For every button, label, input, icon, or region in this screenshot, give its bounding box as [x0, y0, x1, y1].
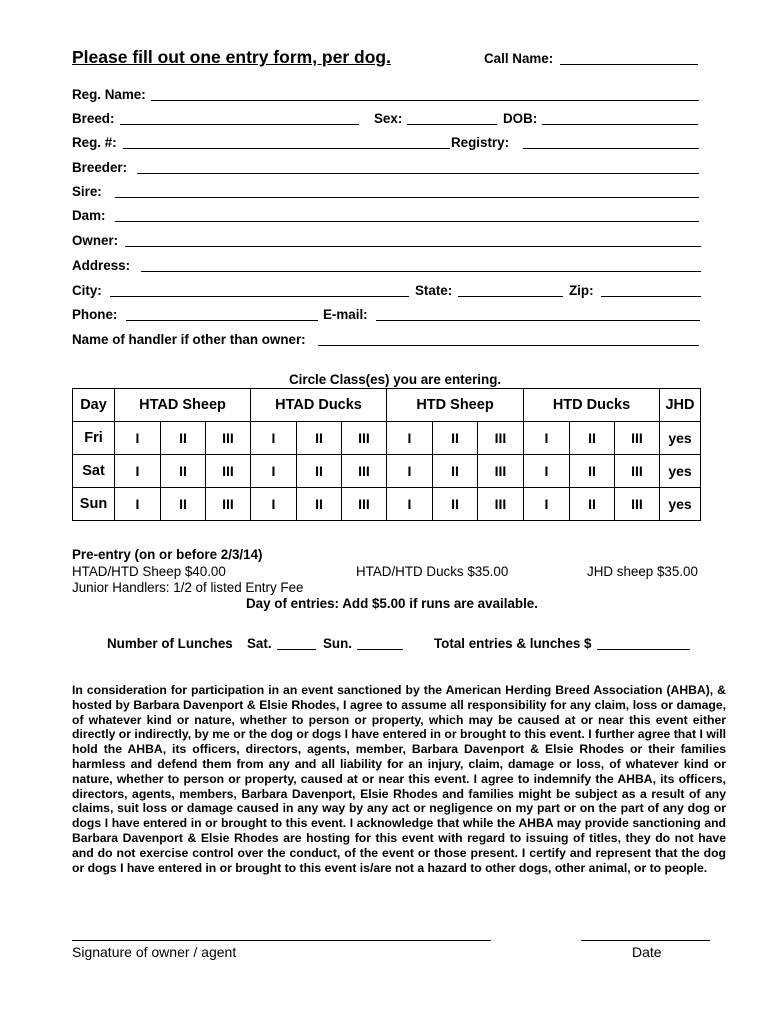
dam-label: Dam:: [72, 208, 106, 223]
email-field[interactable]: [376, 320, 700, 321]
fee-ducks: HTAD/HTD Ducks $35.00: [356, 564, 509, 579]
lunches-sun-label: Sun.: [323, 636, 353, 651]
class-option[interactable]: III: [615, 422, 660, 455]
sire-label: Sire:: [72, 184, 102, 199]
handler-field[interactable]: [318, 345, 699, 346]
reg-name-field[interactable]: [151, 100, 699, 101]
class-option[interactable]: I: [524, 488, 570, 521]
class-option[interactable]: I: [115, 455, 161, 488]
header-htd-ducks: HTD Ducks: [524, 389, 660, 422]
city-field[interactable]: [110, 296, 409, 297]
class-option[interactable]: I: [387, 455, 433, 488]
day-sat: Sat: [73, 455, 115, 488]
zip-field[interactable]: [601, 296, 701, 297]
signature-label: Signature of owner / agent: [72, 944, 237, 960]
reg-name-label: Reg. Name:: [72, 87, 146, 102]
call-name-label: Call Name:: [484, 51, 554, 66]
class-option[interactable]: III: [206, 422, 251, 455]
class-option[interactable]: II: [570, 422, 615, 455]
fee-jhd: JHD sheep $35.00: [587, 564, 698, 579]
fee-sheep: HTAD/HTD Sheep $40.00: [72, 564, 226, 579]
page-title: Please fill out one entry form, per dog.: [72, 47, 391, 67]
class-option[interactable]: III: [615, 488, 660, 521]
state-field[interactable]: [458, 296, 563, 297]
class-option[interactable]: I: [524, 455, 570, 488]
class-option[interactable]: I: [251, 422, 297, 455]
date-label: Date: [632, 944, 662, 960]
lunches-label: Number of Lunches: [107, 636, 233, 651]
jhd-option[interactable]: yes: [660, 455, 701, 488]
registry-label: Registry:: [451, 135, 510, 150]
class-option[interactable]: II: [161, 455, 206, 488]
date-line[interactable]: [581, 940, 710, 941]
signature-line[interactable]: [72, 940, 491, 941]
class-option[interactable]: I: [251, 488, 297, 521]
table-row: [73, 422, 701, 455]
breeder-field[interactable]: [137, 173, 699, 174]
phone-label: Phone:: [72, 307, 118, 322]
city-label: City:: [72, 283, 102, 298]
breed-field[interactable]: [120, 124, 359, 125]
breeder-label: Breeder:: [72, 160, 128, 175]
zip-label: Zip:: [569, 283, 594, 298]
dob-label: DOB:: [503, 111, 538, 126]
reg-number-field[interactable]: [123, 148, 450, 149]
class-option[interactable]: I: [524, 422, 570, 455]
class-option[interactable]: III: [342, 455, 387, 488]
header-htad-sheep: HTAD Sheep: [115, 389, 251, 422]
day-sun: Sun: [73, 488, 115, 521]
jhd-option[interactable]: yes: [660, 422, 701, 455]
class-option[interactable]: II: [570, 488, 615, 521]
lunches-sat-field[interactable]: [277, 649, 316, 650]
class-option[interactable]: III: [342, 422, 387, 455]
pre-entry-heading: Pre-entry (on or before 2/3/14): [72, 547, 263, 562]
class-selection-table: [72, 388, 701, 521]
table-row: [73, 488, 701, 521]
owner-label: Owner:: [72, 233, 119, 248]
sex-field[interactable]: [407, 124, 497, 125]
class-option[interactable]: I: [115, 422, 161, 455]
class-option[interactable]: III: [478, 488, 524, 521]
total-label: Total entries & lunches $: [434, 636, 592, 651]
total-field[interactable]: [597, 649, 690, 650]
sire-field[interactable]: [115, 197, 699, 198]
header-jhd: JHD: [660, 389, 701, 422]
breed-label: Breed:: [72, 111, 115, 126]
header-htad-ducks: HTAD Ducks: [251, 389, 387, 422]
class-option[interactable]: I: [115, 488, 161, 521]
classes-caption: Circle Class(es) you are entering.: [289, 372, 502, 387]
jhd-option[interactable]: yes: [660, 488, 701, 521]
sex-label: Sex:: [374, 111, 403, 126]
reg-number-label: Reg. #:: [72, 135, 117, 150]
address-field[interactable]: [141, 271, 701, 272]
dam-field[interactable]: [115, 221, 699, 222]
class-option[interactable]: I: [387, 422, 433, 455]
header-day: Day: [73, 389, 115, 422]
class-option[interactable]: III: [206, 488, 251, 521]
table-row: [73, 455, 701, 488]
class-option[interactable]: I: [251, 455, 297, 488]
class-option[interactable]: III: [206, 455, 251, 488]
call-name-field[interactable]: [560, 64, 698, 65]
class-option[interactable]: II: [297, 488, 342, 521]
state-label: State:: [415, 283, 453, 298]
owner-field[interactable]: [125, 246, 701, 247]
class-option[interactable]: III: [478, 422, 524, 455]
lunches-sat-label: Sat.: [247, 636, 272, 651]
table-header-row: [73, 389, 701, 422]
lunches-sun-field[interactable]: [357, 649, 403, 650]
fee-junior: Junior Handlers: 1/2 of listed Entry Fee: [72, 580, 304, 595]
class-option[interactable]: II: [433, 422, 478, 455]
email-label: E-mail:: [323, 307, 368, 322]
class-option[interactable]: II: [161, 422, 206, 455]
phone-field[interactable]: [126, 320, 318, 321]
class-option[interactable]: II: [161, 488, 206, 521]
class-option[interactable]: II: [297, 455, 342, 488]
class-option[interactable]: II: [297, 422, 342, 455]
address-label: Address:: [72, 258, 131, 273]
liability-waiver: In consideration for participation in an event sanctioned by the American Herding Breed Association (AHBA), & hosted by Barbara Davenport & Elsie Rhodes, I agree to assume all responsibility for any claim, loss or damage, of whatever kind or nature, whether to person or property, which may be caused at or near this event either directly or indirectly, by me or the dog or dogs I have entered in or brought to this event. I further agree that I will hold the AHBA, its officers, directors, agents, member, Barbara Davenport & Elsie Rhodes or their families harmless and defend them from any and all liability for an injury, claim, damage or loss, of whatever kind or nature, whether to person or property, caused at or near this event. I agree to indemnify the AHBA, its officers, directors, agents, members, Barbara Davenport, Elsie Rhodes and families might be subject as a result of any claims, suit loss or damage caused in any way by any act or negligence on my part or on the part of any dog or dogs I have entered in or brought to this event. I acknowledge that while the AHBA may provide sanctioning and Barbara Davenport & Elsie Rhodes are hosting for this event with regard to issuing of titles, they do not have and do not exercise control over the conduct, of the event or those present. I certify and represent that the dog or dogs I have entered in or brought to this event is/are not a hazard to other dogs, other animal, or to people.: [72, 683, 726, 875]
class-option[interactable]: III: [478, 455, 524, 488]
handler-label: Name of handler if other than owner:: [72, 332, 306, 347]
class-option[interactable]: II: [570, 455, 615, 488]
class-option[interactable]: III: [342, 488, 387, 521]
header-htd-sheep: HTD Sheep: [387, 389, 524, 422]
registry-field[interactable]: [523, 148, 699, 149]
class-option[interactable]: I: [387, 488, 433, 521]
day-of-entries: Day of entries: Add $5.00 if runs are available.: [246, 596, 538, 611]
day-fri: Fri: [73, 422, 115, 455]
class-option[interactable]: III: [615, 455, 660, 488]
dob-field[interactable]: [542, 124, 698, 125]
class-option[interactable]: II: [433, 488, 478, 521]
class-option[interactable]: II: [433, 455, 478, 488]
